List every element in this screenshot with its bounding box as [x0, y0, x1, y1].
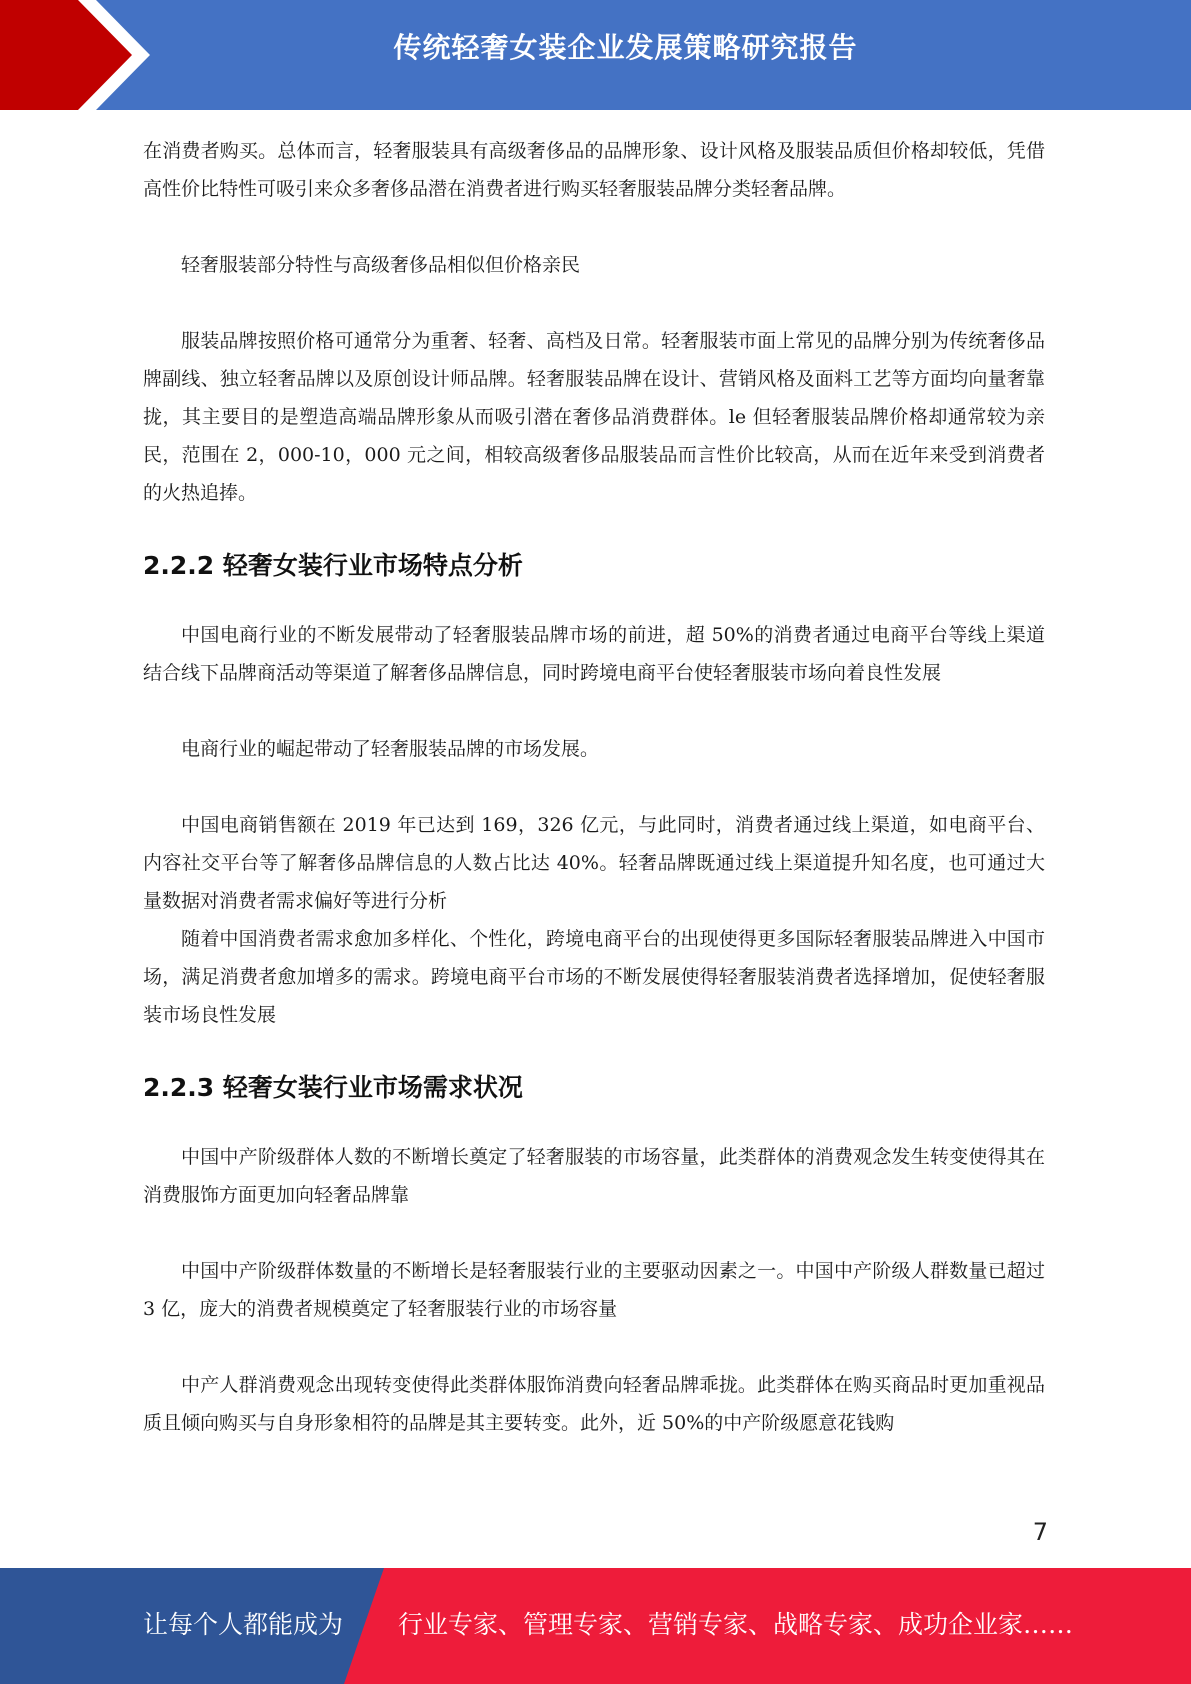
paragraph: 随着中国消费者需求愈加多样化、个性化，跨境电商平台的出现使得更多国际轻奢服装品牌进入中国市场，满足消费者愈加增多的需求。跨境电商平台市场的不断发展使得轻奢服装消费者选择增加，促使轻奢服装市场良性发展: [143, 928, 1045, 1026]
page-footer: [0, 1568, 1191, 1684]
footer-slogan-right: 行业专家、管理专家、营销专家、战略专家、成功企业家……: [398, 1610, 1074, 1639]
document-body: [143, 132, 1045, 1442]
footer-slogan-left: 让每个人都能成为: [143, 1610, 344, 1639]
paragraph: 中国中产阶级群体人数的不断增长奠定了轻奢服装的市场容量，此类群体的消费观念发生转变使得其在消费服饰方面更加向轻奢品牌靠: [143, 1146, 1045, 1206]
paragraph: 中产人群消费观念出现转变使得此类群体服饰消费向轻奢品牌乖拢。此类群体在购买商品时更加重视品质且倾向购买与自身形象相符的品牌是其主要转变。此外，近 50%的中产阶级愿意花钱购: [143, 1374, 1045, 1434]
section-heading: 2.2.2 轻奢女装行业市场特点分析: [143, 551, 523, 580]
paragraph: 中国中产阶级群体数量的不断增长是轻奢服装行业的主要驱动因素之一。中国中产阶级人群数量已超过 3 亿，庞大的消费者规模奠定了轻奢服装行业的市场容量: [143, 1260, 1045, 1320]
paragraph: 服装品牌按照价格可通常分为重奢、轻奢、高档及日常。轻奢服装市面上常见的品牌分别为传统奢侈品牌副线、独立轻奢品牌以及原创设计师品牌。轻奢服装品牌在设计、营销风格及面料工艺等方面均向量奢靠拢，其主要目的是塑造高端品牌形象从而吸引潜在奢侈品消费群体。le 但轻奢服装品牌价格却通常较为亲民，范围在 2，000-10，000 元之间，相较高级奢侈品服装品而言性价比较高，从而在近年来受到消费者的火热追捧。: [143, 330, 1045, 504]
paragraph: 电商行业的崛起带动了轻奢服装品牌的市场发展。: [181, 738, 600, 760]
paragraph: 在消费者购买。总体而言，轻奢服装具有高级奢侈品的品牌形象、设计风格及服装品质但价格却较低，凭借高性价比特性可吸引来众多奢侈品潜在消费者进行购买轻奢服装品牌分类轻奢品牌。: [143, 140, 1045, 200]
page-number: 7: [1032, 1518, 1048, 1546]
paragraph: 中国电商销售额在 2019 年已达到 169，326 亿元，与此同时，消费者通过线上渠道，如电商平台、内容社交平台等了解奢侈品牌信息的人数占比达 40%。轻奢品牌既通过线上渠道提升知名度，也可通过大量数据对消费者需求偏好等进行分析: [143, 814, 1045, 912]
page-header: [0, 0, 1191, 110]
paragraph: 轻奢服装部分特性与高级奢侈品相似但价格亲民: [181, 254, 581, 276]
paragraph: 中国电商行业的不断发展带动了轻奢服装品牌市场的前进，超 50%的消费者通过电商平台等线上渠道结合线下品牌商活动等渠道了解奢侈品牌信息，同时跨境电商平台使轻奢服装市场向着良性发展: [143, 624, 1045, 684]
section-heading: 2.2.3 轻奢女装行业市场需求状况: [143, 1073, 523, 1102]
document-title: 传统轻奢女装企业发展策略研究报告: [393, 31, 858, 64]
